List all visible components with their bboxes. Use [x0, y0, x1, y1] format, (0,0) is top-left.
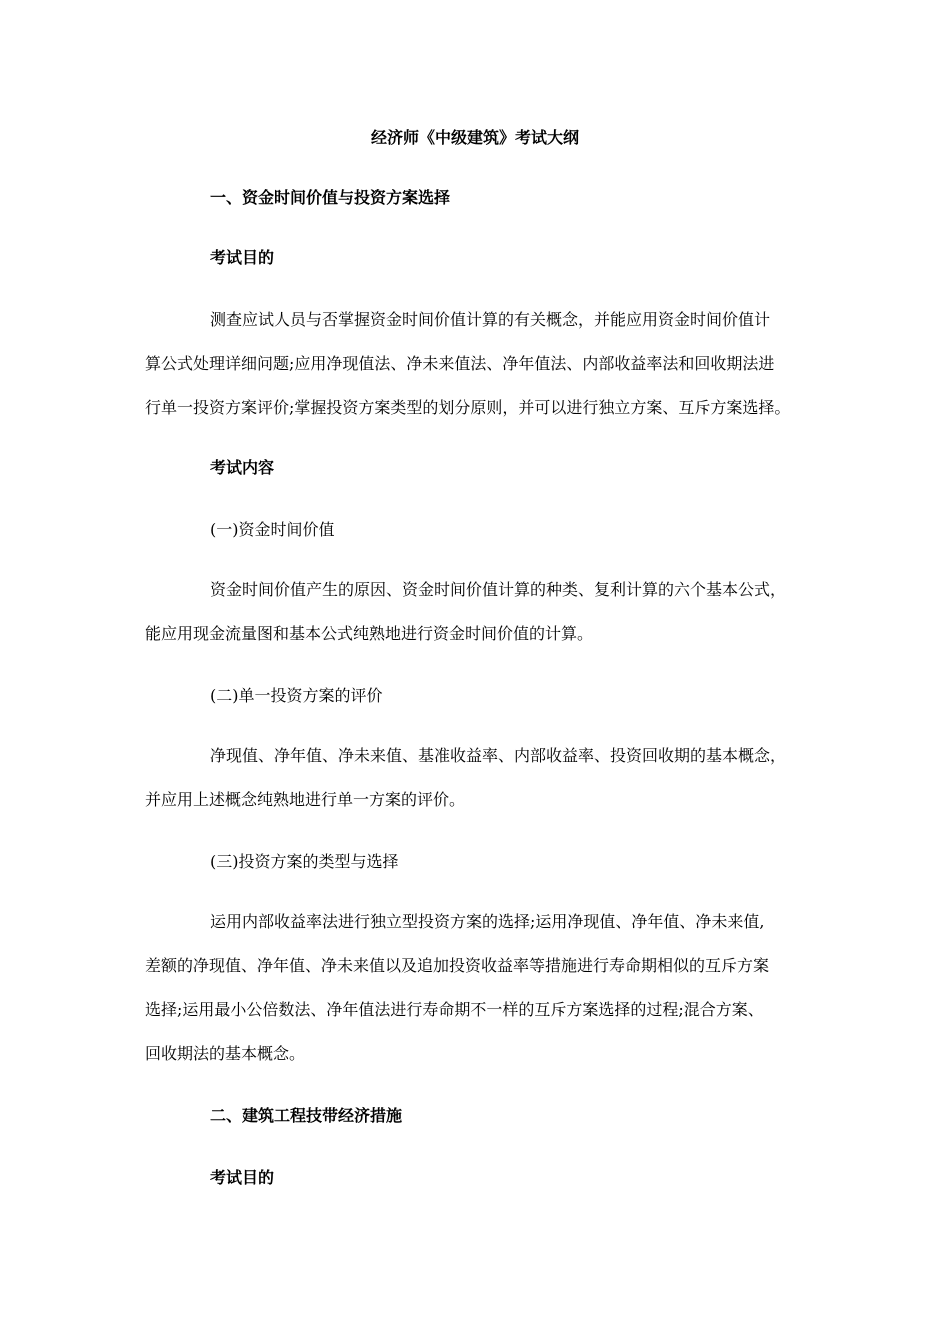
subsection3-line-1: 运用内部收益率法进行独立型投资方案的选择;运用净现值、净年值、净未来值, [210, 912, 765, 931]
subsection1-line-1: 资金时间价值产生的原因、资金时间价值计算的种类、复利计算的六个基本公式， [210, 580, 787, 599]
section1-purpose-line-2: 算公式处理详细问题;应用净现值法、净未来值法、净年值法、内部收益率法和回收期法进 [145, 354, 775, 373]
section1-purpose-heading: 考试目的 [210, 248, 275, 267]
subsection3-heading: (三)投资方案的类型与选择 [210, 852, 399, 871]
section1-purpose-line-1: 测查应试人员与否掌握资金时间价值计算的有关概念，并能应用资金时间价值计 [210, 310, 771, 329]
subsection2-line-1: 净现值、净年值、净未来值、基准收益率、内部收益率、投资回收期的基本概念， [210, 746, 787, 765]
section1-purpose-line-3: 行单一投资方案评价;掌握投资方案类型的划分原则，并可以进行独立方案、互斥方案选择。 [145, 398, 791, 417]
section2-heading: 二、建筑工程技带经济措施 [210, 1106, 403, 1125]
subsection2-line-2: 并应用上述概念纯熟地进行单一方案的评价。 [145, 790, 466, 809]
subsection1-line-2: 能应用现金流量图和基本公式纯熟地进行资金时间价值的计算。 [145, 624, 594, 643]
subsection1-heading: (一)资金时间价值 [210, 520, 335, 539]
subsection2-heading: (二)单一投资方案的评价 [210, 686, 383, 705]
document-title: 经济师《中级建筑》考试大纲 [370, 128, 579, 147]
section1-heading: 一、资金时间价值与投资方案选择 [210, 188, 451, 207]
subsection3-line-3: 选择;运用最小公倍数法、净年值法进行寿命期不一样的互斥方案选择的过程;混合方案、 [145, 1000, 764, 1019]
subsection3-line-4: 回收期法的基本概念。 [145, 1044, 306, 1063]
section1-content-heading: 考试内容 [210, 458, 275, 477]
section2-purpose-heading: 考试目的 [210, 1168, 275, 1187]
subsection3-line-2: 差额的净现值、净年值、净未来值以及追加投资收益率等措施进行寿命期相似的互斥方案 [145, 956, 770, 975]
